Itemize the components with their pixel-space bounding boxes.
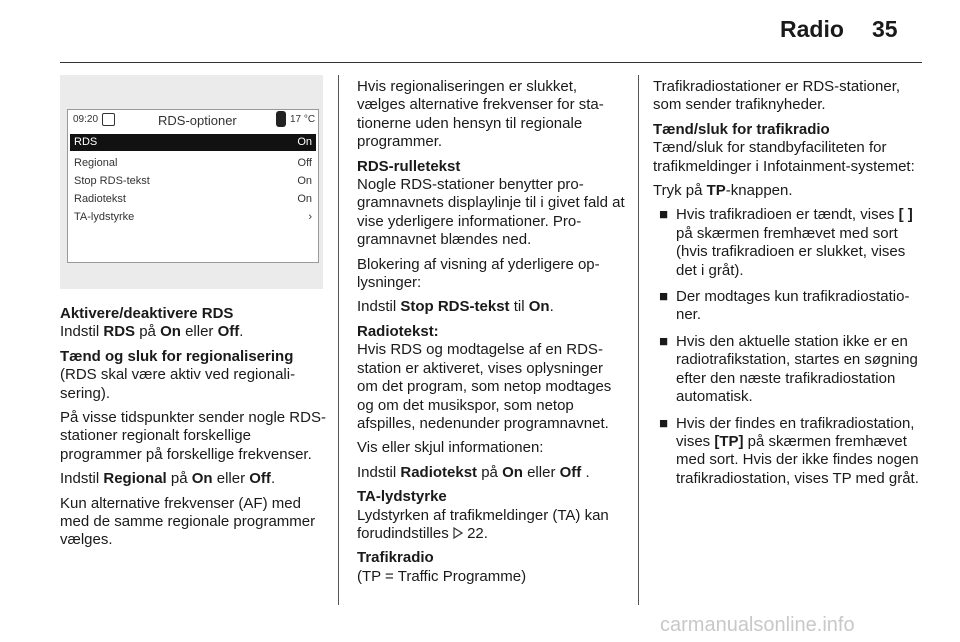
menu-item-value: On — [297, 175, 312, 187]
menu-item-value: On — [297, 136, 312, 148]
header-divider — [60, 62, 922, 63]
display-time: 09:20 — [73, 114, 99, 125]
display-status-bar — [68, 110, 318, 130]
menu-item-stop-rds-tekst — [70, 173, 316, 190]
menu-item-label: TA-lydstyrke — [74, 211, 135, 223]
section-heading: Tænd og sluk for regionalisering — [60, 347, 294, 365]
paragraph: Kun alternative frekvenser (AF) med med de samme regionale programmer vælges. — [60, 494, 316, 549]
section-heading: Trafikradio — [357, 549, 434, 567]
menu-item-value: On — [297, 193, 312, 205]
screen-illustration — [60, 75, 323, 289]
menu-item-radiotekst — [70, 191, 316, 208]
column-divider — [638, 75, 639, 605]
section-heading: Aktivere/deaktivere RDS — [60, 305, 234, 322]
page-number: 35 — [872, 16, 898, 42]
paragraph: Tænd/sluk for standbyfaciliteten for trafikmeldinger i Infotainment-systemet: — [653, 139, 915, 175]
footer-watermark: carmanualsonline.info — [660, 614, 855, 636]
paragraph: Blokering af visning af yderligere oplysninger: — [357, 255, 600, 292]
menu-item-ta-lydstyrke — [70, 209, 316, 226]
menu-item-rds — [70, 134, 316, 151]
menu-item-regional — [70, 155, 316, 172]
paragraph: (TP = Traffic Programme) — [357, 567, 527, 585]
paragraph: Indstil RDS på On eller Off. — [60, 323, 244, 341]
menu-item-value: Off — [297, 157, 312, 169]
column-2 — [357, 78, 627, 592]
paragraph: Hvis regionaliseringen er slukket, vælges alternative frekvenser for stationerne uden hensyn til regionale programmer. — [357, 78, 604, 151]
list-item: ■ Hvis den aktuelle station ikke er en radiotrafikstation, startes en søgning efter den næste trafikradiostation automatisk. — [659, 332, 918, 406]
bullet-icon: ■ — [659, 332, 669, 350]
paragraph: På visse tidspunkter sender nogle RDS-stationer regionalt forskellige programmer på forskellige frekvenser. — [60, 409, 326, 463]
paragraph: Vis eller skjul informationen: — [357, 439, 544, 457]
bullet-icon: ■ — [659, 288, 669, 306]
menu-item-label: RDS — [74, 136, 98, 148]
page-reference-arrow-icon — [453, 525, 463, 542]
thermometer-icon — [276, 111, 286, 127]
paragraph: Indstil Radiotekst på On eller Off . — [357, 463, 590, 481]
page-reference-link[interactable]: 22 — [467, 524, 484, 542]
paragraph: Indstil Stop RDS-tekst til On. — [357, 298, 554, 316]
paragraph: (RDS skal være aktiv ved regionalisering). — [60, 366, 296, 402]
list-item: ■ Der modtages kun trafikradiostationer. — [659, 288, 910, 324]
section-heading: RDS-rulletekst — [357, 157, 461, 175]
paragraph: Nogle RDS-stationer benytter programnavnets displaylinje til i givet fald at vise yderligere informationer. Programnavnet blændes ned. — [357, 176, 625, 249]
display-temperature: 17 °C — [290, 114, 316, 125]
section-heading: TA-lydstyrke — [357, 488, 447, 506]
section-heading: Radiotekst: — [357, 322, 439, 340]
menu-item-label: Radiotekst — [74, 193, 126, 205]
list-item: ■ Hvis der findes en trafikradiostation, vises [TP] på skærmen fremhævet med sort. Hvis der ikke findes nogen trafikradiostation, vises TP med gråt. — [659, 414, 919, 487]
column-divider — [338, 75, 339, 605]
list-item: ■ Hvis trafikradioen er tændt, vises [ ] på skærmen fremhævet med sort (hvis trafikradioen er slukket, vises det i gråt). — [659, 206, 913, 279]
section-heading: Tænd/sluk for trafikradio — [653, 120, 830, 138]
menu-item-label: Regional — [74, 157, 118, 169]
menu-item-label: Stop RDS-tekst — [74, 175, 150, 187]
paragraph: Lydstyrken af trafikmeldinger (TA) kan forudindstilles 22. — [357, 506, 609, 542]
display-title: RDS-optioner — [158, 113, 237, 128]
paragraph: Indstil Regional på On eller Off. — [60, 470, 276, 488]
column-3 — [653, 78, 925, 496]
clock-icon — [102, 113, 115, 126]
bullet-icon: ■ — [659, 414, 669, 432]
column-1 — [60, 305, 328, 556]
paragraph: Hvis RDS og modtagelse af en RDS-station er aktiveret, vises oplysninger om det program, som netop modtages og om det musikspor, som netop afspilles, nedenunder programnavnet. — [357, 341, 612, 432]
paragraph: Tryk på TP-knappen. — [653, 182, 793, 200]
paragraph: Trafikradiostationer er RDS-stationer, som sender trafiknyheder. — [653, 78, 901, 114]
chevron-right-icon: › — [308, 211, 312, 223]
bullet-icon: ■ — [659, 206, 669, 224]
page-title: Radio — [780, 16, 844, 42]
infotainment-display — [67, 109, 319, 263]
